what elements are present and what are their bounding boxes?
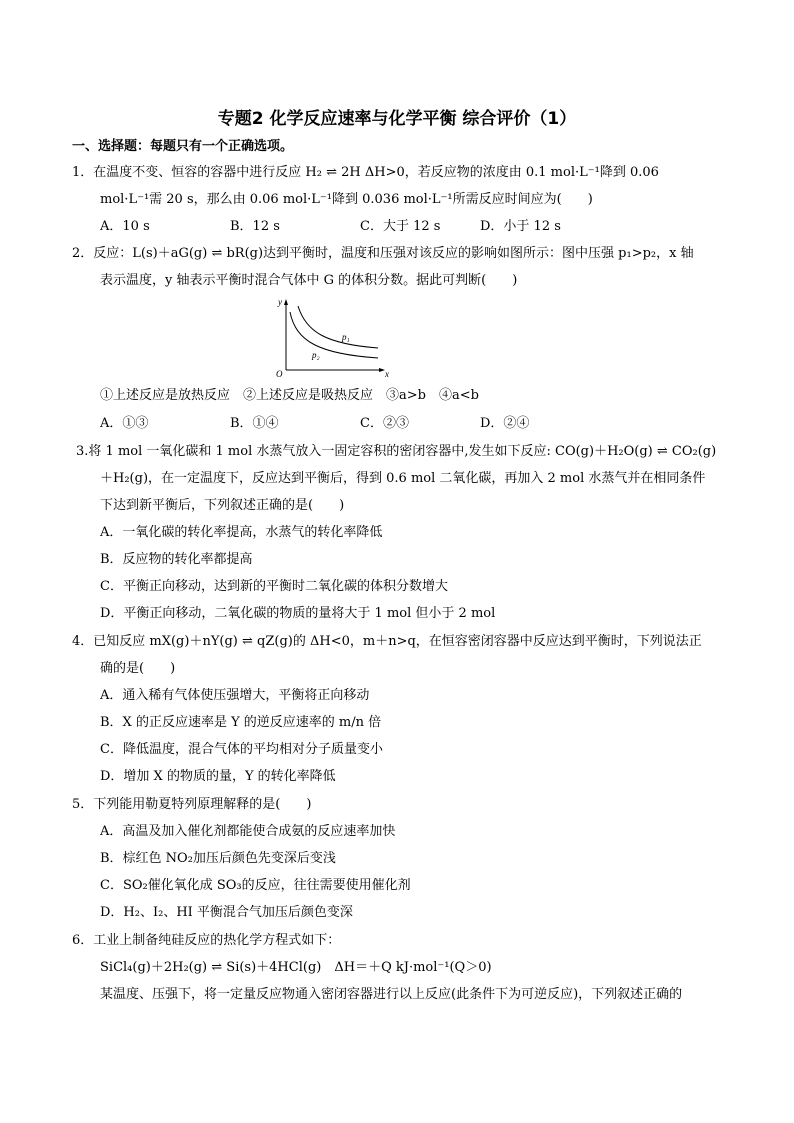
section-heading: 一、选择题：每题只有一个正确选项。 (72, 139, 294, 154)
x-axis-label: x (385, 369, 389, 378)
q1-option-a: A．10 s (100, 219, 150, 234)
q2-options (100, 414, 529, 434)
q2-pressure-graph (272, 296, 390, 378)
y-axis-label: y (278, 297, 282, 307)
q1-stem-line2: mol·L⁻¹需 20 s，那么由 0.06 mol·L⁻¹降到 0.036 mol·L⁻¹所需反应时间应为( ) (100, 192, 593, 207)
q5-option-b: B．棕红色 NO₂加压后颜色先变深后变浅 (100, 851, 336, 866)
q5-option-d: D．H₂、I₂、HI 平衡混合气加压后颜色变深 (100, 905, 353, 920)
q1-option-b: B．12 s (230, 219, 280, 234)
q2-stem-line1: 2．反应：L(s)＋aG(g) ⇌ bR(g)达到平衡时，温度和压强对该反应的影响如图所示：图中压强 p₁>p₂，x 轴 (72, 246, 694, 261)
q4-stem-line2: 确的是( ) (100, 661, 176, 676)
q4-option-d: D．增加 X 的物质的量，Y 的转化率降低 (100, 769, 336, 784)
q4-option-c: C．降低温度，混合气体的平均相对分子质量变小 (100, 742, 383, 757)
q1-option-c: C．大于 12 s (360, 219, 441, 234)
q6-stem-line1: 6．工业上制备纯硅反应的热化学方程式如下： (72, 933, 341, 948)
q5-option-c: C．SO₂催化氧化成 SO₃的反应，往往需要使用催化剂 (100, 878, 411, 893)
q1-stem-line1: 1．在温度不变、恒容的容器中进行反应 H₂ ⇌ 2H ΔH>0，若反应物的浓度由 0.1 mol·L⁻¹降到 0.06 (72, 165, 659, 180)
q2-option-d: D．②④ (480, 416, 530, 431)
q3-option-b: B．反应物的转化率都提高 (100, 552, 253, 567)
q3-stem-line2: ＋H₂(g)，在一定温度下，反应达到平衡后，得到 0.6 mol 二氧化碳，再加入 2 mol 水蒸气并在相同条件 (100, 471, 706, 486)
q2-option-c: C．②③ (360, 416, 409, 431)
q6-equation: SiCl₄(g)＋2H₂(g) ⇌ Si(s)＋4HCl(g) ΔH＝＋Q kJ·mol⁻¹(Q＞0) (100, 960, 492, 975)
q4-option-b: B．X 的正反应速率是 Y 的逆反应速率的 m/n 倍 (100, 715, 382, 730)
q2-option-a: A．①③ (100, 416, 149, 431)
page-title: 专题2 化学反应速率与化学平衡 综合评价（1） (217, 109, 577, 129)
origin-label: O (276, 369, 283, 378)
q3-stem-line3: 下达到新平衡后，下列叙述正确的是( ) (100, 498, 345, 513)
q3-option-d: D．平衡正向移动，二氧化碳的物质的量将大于 1 mol 但小于 2 mol (100, 606, 496, 621)
curve-p1-label: p₁ (342, 332, 350, 342)
q1-option-d: D．小于 12 s (480, 219, 561, 234)
q2-stem-line2: 表示温度，y 轴表示平衡时混合气体中 G 的体积分数。据此可判断( ) (100, 273, 518, 288)
q1-options (100, 217, 561, 237)
q6-stem-line3: 某温度、压强下，将一定量反应物通入密闭容器进行以上反应(此条件下为可逆反应)，下列叙述正确的 (100, 987, 683, 1002)
q4-option-a: A．通入稀有气体使压强增大，平衡将正向移动 (100, 688, 370, 703)
q5-stem-line1: 5．下列能用勒夏特列原理解释的是( ) (72, 797, 312, 812)
q3-option-a: A．一氧化碳的转化率提高，水蒸气的转化率降低 (100, 525, 383, 540)
q2-statements: ①上述反应是放热反应 ②上述反应是吸热反应 ③a>b ④a<b (100, 388, 479, 403)
q3-stem-line1: 3.将 1 mol 一氧化碳和 1 mol 水蒸气放入一固定容积的密闭容器中,发生如下反应: CO(g)＋H₂O(g) ⇌ CO₂(g) (76, 444, 717, 459)
curve-p2-label: p₂ (312, 350, 320, 360)
y-axis-arrow (284, 299, 288, 305)
curve-p2 (290, 312, 378, 358)
q2-option-b: B．①④ (230, 416, 279, 431)
q3-option-c: C．平衡正向移动，达到新的平衡时二氧化碳的体积分数增大 (100, 579, 448, 594)
q4-stem-line1: 4．已知反应 mX(g)＋nY(g) ⇌ qZ(g)的 ΔH<0，m＋n>q，在恒容密闭容器中反应达到平衡时，下列说法正 (72, 634, 702, 649)
q5-option-a: A．高温及加入催化剂都能使合成氨的反应速率加快 (100, 824, 396, 839)
